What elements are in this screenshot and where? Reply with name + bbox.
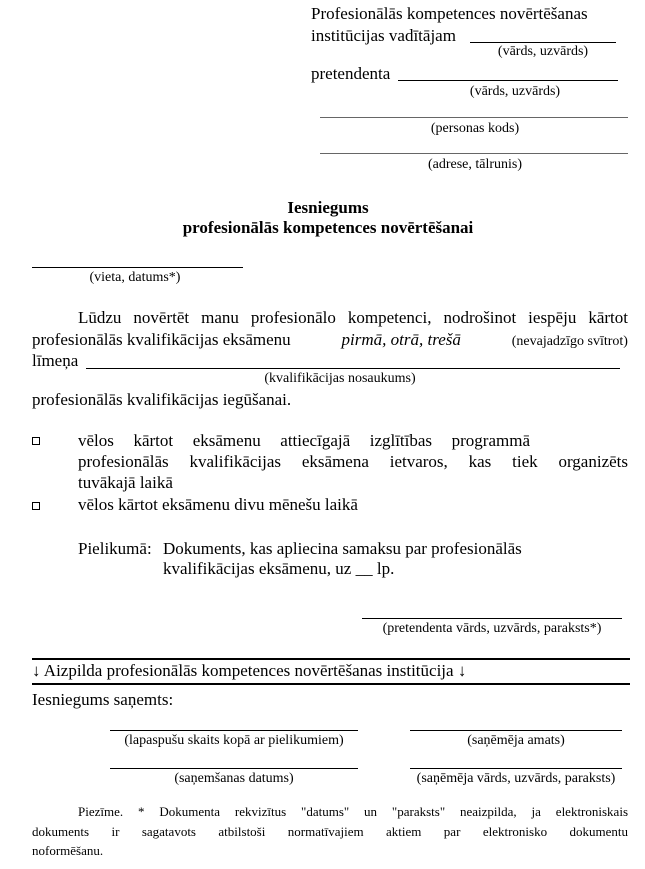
receiver-name-caption: (saņēmēja vārds, uzvārds, paraksts) <box>416 771 616 786</box>
received-label: Iesniegums saņemts: <box>32 690 174 709</box>
place-date-line[interactable] <box>32 267 243 268</box>
option-checkbox-1[interactable] <box>32 437 40 445</box>
attachment-line-1: Dokuments, kas apliecina samaksu par profesionālās <box>163 539 522 558</box>
place-date-caption: (vieta, datums*) <box>89 270 181 285</box>
institution-bottom-rule <box>32 683 630 685</box>
received-date-line[interactable] <box>110 768 358 769</box>
personal-code-caption: (personas kods) <box>430 121 520 136</box>
receiver-position-caption: (saņēmēja amats) <box>467 733 565 748</box>
paragraph-line-1: Lūdzu novērtēt manu profesionālo kompetenci, nodrošinot iespēju kārtot <box>78 308 628 327</box>
option-1-line-3: tuvākajā laikā <box>78 473 173 492</box>
pages-count-caption: (lapaspušu skaits kopā ar pielikumiem) <box>124 733 344 748</box>
option-1-line-2: profesionālās kvalifikācijas eksāmena ietvaros, kas tiek organizēts <box>78 452 628 471</box>
applicant-signature-caption: (pretendenta vārds, uzvārds, paraksts*) <box>382 621 602 636</box>
institution-top-rule <box>32 658 630 660</box>
option-2-line-1: vēlos kārtot eksāmenu divu mēnešu laikā <box>78 495 358 514</box>
level-label: līmeņa <box>32 351 79 370</box>
applicant-signature-line[interactable] <box>362 618 622 619</box>
address-line[interactable] <box>320 153 628 154</box>
attachment-label: Pielikumā: <box>78 539 152 558</box>
applicant-name-caption: (vārds, uzvārds) <box>469 84 561 99</box>
director-name-caption: (vārds, uzvārds) <box>497 44 589 59</box>
note-line-3: noformēšanu. <box>32 843 104 858</box>
applicant-label: pretendenta <box>311 64 391 83</box>
note-line-2: dokuments ir sagatavots atbilstoši normatīvajiem aktiem par elektronisko dokumentu <box>32 824 628 839</box>
attachment-line-2: kvalifikācijas eksāmenu, uz __ lp. <box>163 559 395 578</box>
note-line-1: Piezīme. * Dokumenta rekvizītus "datums" un "paraksts" neaizpilda, ja elektroniskais <box>78 804 628 819</box>
header-line-2: institūcijas vadītājam <box>311 26 456 45</box>
receiver-name-line[interactable] <box>410 768 622 769</box>
option-checkbox-2[interactable] <box>32 502 40 510</box>
receiver-position-line[interactable] <box>410 730 622 731</box>
exam-levels: pirmā, otrā, trešā <box>341 330 461 349</box>
paragraph-line-4: profesionālās kvalifikācijas iegūšanai. <box>32 390 292 409</box>
document-title: Iesniegums <box>287 198 369 217</box>
qualification-name-line[interactable] <box>86 368 620 369</box>
received-date-caption: (saņemšanas datums) <box>174 771 294 786</box>
pages-count-line[interactable] <box>110 730 358 731</box>
address-caption: (adrese, tālrunis) <box>427 157 523 172</box>
option-1-line-1: vēlos kārtot eksāmenu attiecīgajā izglītības programmā <box>78 431 530 450</box>
director-name-line[interactable] <box>470 42 616 43</box>
personal-code-line[interactable] <box>320 117 628 118</box>
institution-banner: ↓ Aizpilda profesionālās kompetences novērtēšanas institūcija ↓ <box>32 661 467 680</box>
paragraph-line-2-text: profesionālās kvalifikācijas eksāmenu <box>32 330 291 349</box>
header-line-1: Profesionālās kompetences novērtēšanas <box>311 4 588 23</box>
paragraph-line-2 <box>32 330 628 350</box>
applicant-name-line[interactable] <box>398 80 618 81</box>
document-subtitle: profesionālās kompetences novērtēšanai <box>182 218 474 237</box>
strike-note: (nevajadzīgo svītrot) <box>511 334 628 349</box>
qualification-caption: (kvalifikācijas nosaukums) <box>264 371 416 386</box>
